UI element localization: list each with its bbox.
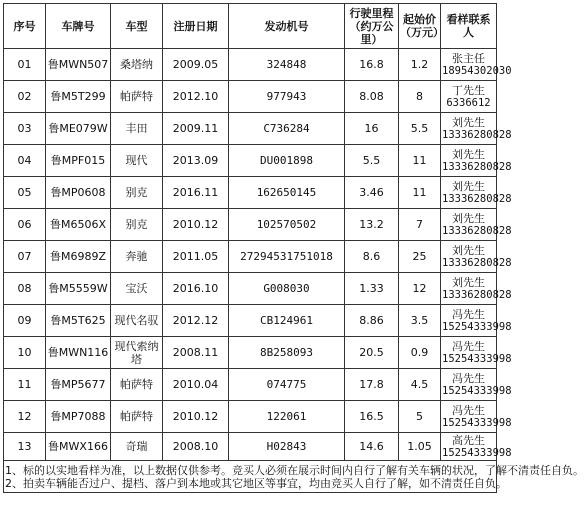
- cell-plate: 鲁M5T299: [46, 81, 111, 113]
- cell-seq: 03: [4, 113, 46, 145]
- col-header-mileage: 行驶里程（约万公里）: [345, 4, 399, 49]
- cell-plate: 鲁MP7088: [46, 401, 111, 433]
- table-body: [4, 49, 584, 493]
- contact-name: 刘先生: [452, 211, 485, 225]
- cell-seq: 11: [4, 369, 46, 401]
- cell-seq: 04: [4, 145, 46, 177]
- cell-model: 宝沃: [111, 273, 163, 305]
- cell-engine: 324848: [229, 49, 345, 81]
- cell-reg-date: 2016.10: [163, 273, 229, 305]
- cell-seq: 02: [4, 81, 46, 113]
- contact-name: 冯先生: [452, 371, 485, 385]
- contact-phone: 13336280828: [442, 192, 512, 205]
- contact-phone: 13336280828: [442, 224, 512, 237]
- cell-model: 现代索纳塔: [111, 337, 163, 369]
- contact-name: 高先生: [452, 433, 485, 447]
- cell-plate: 鲁MP5677: [46, 369, 111, 401]
- cell-plate: 鲁MWX166: [46, 433, 111, 461]
- cell-seq: 05: [4, 177, 46, 209]
- cell-price: 0.9: [399, 337, 441, 369]
- cell-seq: 12: [4, 401, 46, 433]
- cell-mileage: 8.6: [345, 241, 399, 273]
- cell-model: 帕萨特: [111, 369, 163, 401]
- contact-name: 丁先生: [452, 83, 485, 97]
- contact-name: 刘先生: [452, 115, 485, 129]
- cell-seq: 07: [4, 241, 46, 273]
- table-row: [4, 145, 497, 177]
- col-header-reg-date: 注册日期: [163, 4, 229, 49]
- cell-model: 奔驰: [111, 241, 163, 273]
- contact-phone: 6336612: [446, 96, 491, 109]
- cell-model: 帕萨特: [111, 401, 163, 433]
- cell-seq: 01: [4, 49, 46, 81]
- cell-reg-date: 2013.09: [163, 145, 229, 177]
- cell-model: 桑塔纳: [111, 49, 163, 81]
- cell-price: 12: [399, 273, 441, 305]
- cell-mileage: 16.8: [345, 49, 399, 81]
- table-row: [4, 369, 497, 401]
- cell-plate: 鲁M5559W: [46, 273, 111, 305]
- cell-reg-date: 2011.05: [163, 241, 229, 273]
- cell-engine: CB124961: [229, 305, 345, 337]
- cell-seq: 08: [4, 273, 46, 305]
- table-row: [4, 49, 497, 81]
- cell-model: 帕萨特: [111, 81, 163, 113]
- contact-name: 刘先生: [452, 147, 485, 161]
- cell-model: 别克: [111, 209, 163, 241]
- cell-plate: 鲁M6989Z: [46, 241, 111, 273]
- contact-name: 冯先生: [452, 403, 485, 417]
- contact-name: 张主任: [452, 51, 485, 65]
- cell-price: 8: [399, 81, 441, 113]
- cell-seq: 10: [4, 337, 46, 369]
- cell-contact: [441, 337, 512, 369]
- table-row: [4, 305, 497, 337]
- table-row: [4, 241, 497, 273]
- cell-reg-date: 2012.10: [163, 81, 229, 113]
- cell-seq: 09: [4, 305, 46, 337]
- contact-phone: 15254333998: [442, 446, 512, 459]
- cell-mileage: 16: [345, 113, 399, 145]
- cell-mileage: 5.5: [345, 145, 399, 177]
- contact-phone: 15254333998: [442, 384, 512, 397]
- cell-plate: 鲁MWN507: [46, 49, 111, 81]
- contact-name: 冯先生: [452, 339, 485, 353]
- notes-cell: [4, 461, 584, 493]
- cell-reg-date: 2010.12: [163, 209, 229, 241]
- table-row: [4, 209, 497, 241]
- cell-contact: [441, 145, 512, 177]
- cell-model: 奇瑞: [111, 433, 163, 461]
- cell-plate: 鲁MPF015: [46, 145, 111, 177]
- cell-contact: [441, 369, 512, 401]
- cell-engine: 122061: [229, 401, 345, 433]
- cell-mileage: 17.8: [345, 369, 399, 401]
- cell-contact: [441, 305, 512, 337]
- cell-reg-date: 2010.12: [163, 401, 229, 433]
- cell-model: 丰田: [111, 113, 163, 145]
- contact-phone: 15254333998: [442, 416, 512, 429]
- col-header-contact: 看样联系人: [441, 4, 497, 49]
- cell-contact: [441, 49, 512, 81]
- cell-price: 11: [399, 177, 441, 209]
- cell-reg-date: 2016.11: [163, 177, 229, 209]
- cell-mileage: 3.46: [345, 177, 399, 209]
- col-header-plate: 车牌号: [46, 4, 111, 49]
- contact-phone: 13336280828: [442, 160, 512, 173]
- cell-reg-date: 2008.11: [163, 337, 229, 369]
- cell-contact: [441, 273, 512, 305]
- contact-name: 刘先生: [452, 179, 485, 193]
- contact-name: 刘先生: [452, 275, 485, 289]
- contact-phone: 13336280828: [442, 256, 512, 269]
- cell-engine: 162650145: [229, 177, 345, 209]
- cell-price: 11: [399, 145, 441, 177]
- cell-price: 3.5: [399, 305, 441, 337]
- vehicle-auction-table: [3, 3, 584, 493]
- cell-reg-date: 2009.05: [163, 49, 229, 81]
- table-row: [4, 401, 497, 433]
- note-line-1: 1、标的以实地看样为准，以上数据仅供参考。竞买人必须在展示时间内自行了解有关车辆的状况，了解不清责任自负。: [5, 463, 584, 477]
- table-row: [4, 177, 497, 209]
- cell-mileage: 8.08: [345, 81, 399, 113]
- cell-model: 别克: [111, 177, 163, 209]
- cell-mileage: 1.33: [345, 273, 399, 305]
- cell-seq: 13: [4, 433, 46, 461]
- cell-contact: [441, 177, 512, 209]
- col-header-seq: 序号: [4, 4, 46, 49]
- table-row: [4, 113, 497, 145]
- cell-reg-date: 2008.10: [163, 433, 229, 461]
- table-row: [4, 81, 497, 113]
- cell-price: 7: [399, 209, 441, 241]
- cell-contact: [441, 401, 512, 433]
- header-row: [4, 4, 497, 49]
- cell-price: 1.2: [399, 49, 441, 81]
- contact-phone: 15254333998: [442, 320, 512, 333]
- cell-mileage: 14.6: [345, 433, 399, 461]
- cell-plate: 鲁M5T625: [46, 305, 111, 337]
- note-line-2: 2、拍卖车辆能否过户、提档、落户到本地或其它地区等事宜，均由竞买人自行了解，如不清责任自负。: [5, 476, 507, 490]
- cell-contact: [441, 81, 497, 113]
- cell-price: 5.5: [399, 113, 441, 145]
- notes-row: [4, 461, 497, 493]
- contact-name: 冯先生: [452, 307, 485, 321]
- cell-price: 4.5: [399, 369, 441, 401]
- cell-price: 25: [399, 241, 441, 273]
- cell-contact: [441, 241, 512, 273]
- cell-plate: 鲁ME079W: [46, 113, 111, 145]
- table-row: [4, 273, 497, 305]
- cell-price: 5: [399, 401, 441, 433]
- cell-price: 1.05: [399, 433, 441, 461]
- cell-engine: H02843: [229, 433, 345, 461]
- cell-mileage: 8.86: [345, 305, 399, 337]
- cell-contact: [441, 433, 512, 461]
- cell-engine: 8B258093: [229, 337, 345, 369]
- cell-contact: [441, 209, 512, 241]
- cell-engine: 102570502: [229, 209, 345, 241]
- cell-plate: 鲁MP0608: [46, 177, 111, 209]
- col-header-engine: 发动机号: [229, 4, 345, 49]
- cell-contact: [441, 113, 512, 145]
- cell-engine: 074775: [229, 369, 345, 401]
- cell-mileage: 13.2: [345, 209, 399, 241]
- cell-reg-date: 2009.11: [163, 113, 229, 145]
- cell-plate: 鲁MWN116: [46, 337, 111, 369]
- cell-reg-date: 2010.04: [163, 369, 229, 401]
- col-header-price: 起始价（万元）: [399, 4, 441, 49]
- cell-engine: G008030: [229, 273, 345, 305]
- cell-mileage: 16.5: [345, 401, 399, 433]
- cell-model: 现代名驭: [111, 305, 163, 337]
- cell-engine: DU001898: [229, 145, 345, 177]
- col-header-model: 车型: [111, 4, 163, 49]
- contact-phone: 18954302030: [442, 64, 512, 77]
- cell-mileage: 20.5: [345, 337, 399, 369]
- cell-reg-date: 2012.12: [163, 305, 229, 337]
- table-row: [4, 433, 497, 461]
- cell-engine: 27294531751018: [229, 241, 345, 273]
- table-row: [4, 337, 497, 369]
- cell-engine: C736284: [229, 113, 345, 145]
- contact-phone: 15254333998: [442, 352, 512, 365]
- contact-name: 刘先生: [452, 243, 485, 257]
- cell-model: 现代: [111, 145, 163, 177]
- contact-phone: 13336280828: [442, 288, 512, 301]
- cell-engine: 977943: [229, 81, 345, 113]
- contact-phone: 13336280828: [442, 128, 512, 141]
- cell-seq: 06: [4, 209, 46, 241]
- cell-plate: 鲁M6506X: [46, 209, 111, 241]
